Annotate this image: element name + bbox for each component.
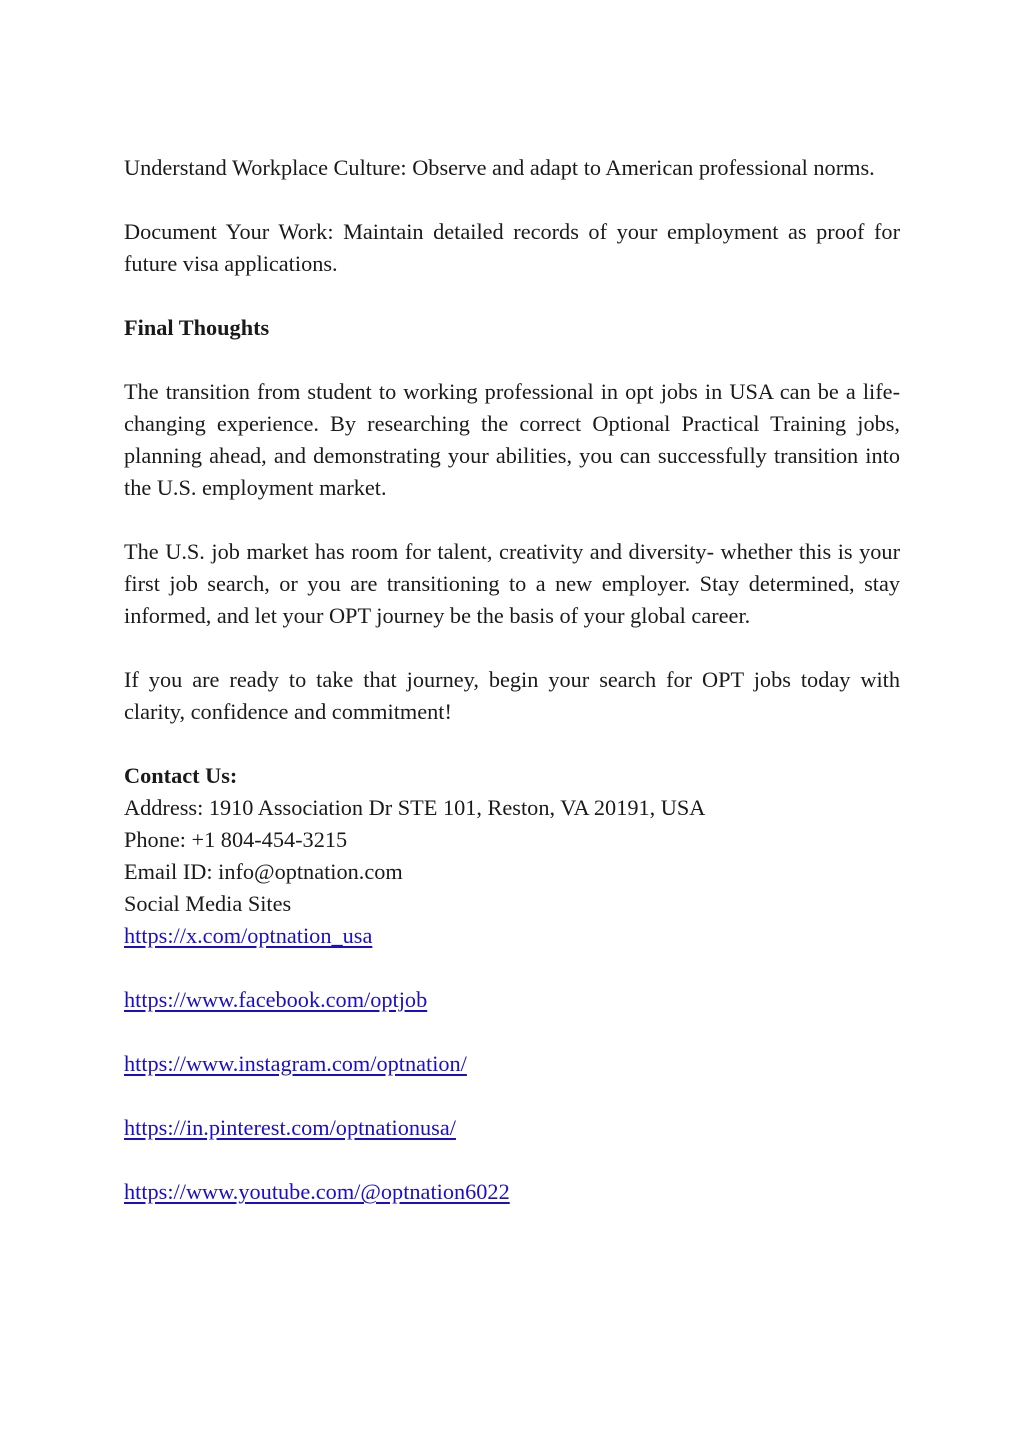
x-link[interactable]: https://x.com/optnation_usa	[124, 923, 373, 948]
final-thoughts-heading: Final Thoughts	[124, 315, 270, 340]
contact-email: Email ID: info@optnation.com	[124, 859, 403, 884]
contact-heading: Contact Us:	[124, 763, 238, 788]
workplace-culture-paragraph: Understand Workplace Culture: Observe and adapt to American professional norms.	[124, 155, 875, 180]
contact-address: Address: 1910 Association Dr STE 101, Reston, VA 20191, USA	[124, 795, 706, 820]
document-page	[124, 152, 900, 1240]
social-links-list	[124, 920, 900, 1208]
instagram-link[interactable]: https://www.instagram.com/optnation/	[124, 1051, 467, 1076]
ready-paragraph: If you are ready to take that journey, begin your search for OPT jobs today with clarity, confidence and commitment!	[124, 667, 900, 724]
contact-phone: Phone: +1 804-454-3215	[124, 827, 348, 852]
facebook-link[interactable]: https://www.facebook.com/optjob	[124, 987, 428, 1012]
pinterest-link[interactable]: https://in.pinterest.com/optnationusa/	[124, 1115, 456, 1140]
job-market-paragraph: The U.S. job market has room for talent, creativity and diversity- whether this is your first job search, or you are transitioning to a new employer. Stay determined, stay informed, and let your OPT journey be the basis of your global career.	[124, 539, 900, 628]
social-media-label: Social Media Sites	[124, 891, 292, 916]
transition-paragraph: The transition from student to working professional in opt jobs in USA can be a life-changing experience. By researching the correct Optional Practical Training jobs, planning ahead, and demonstrating your abilities, you can successfully transition into the U.S. employment market.	[124, 379, 900, 500]
document-work-paragraph: Document Your Work: Maintain detailed records of your employment as proof for future visa applications.	[124, 219, 900, 276]
youtube-link[interactable]: https://www.youtube.com/@optnation6022	[124, 1179, 510, 1204]
contact-section	[124, 760, 900, 1208]
